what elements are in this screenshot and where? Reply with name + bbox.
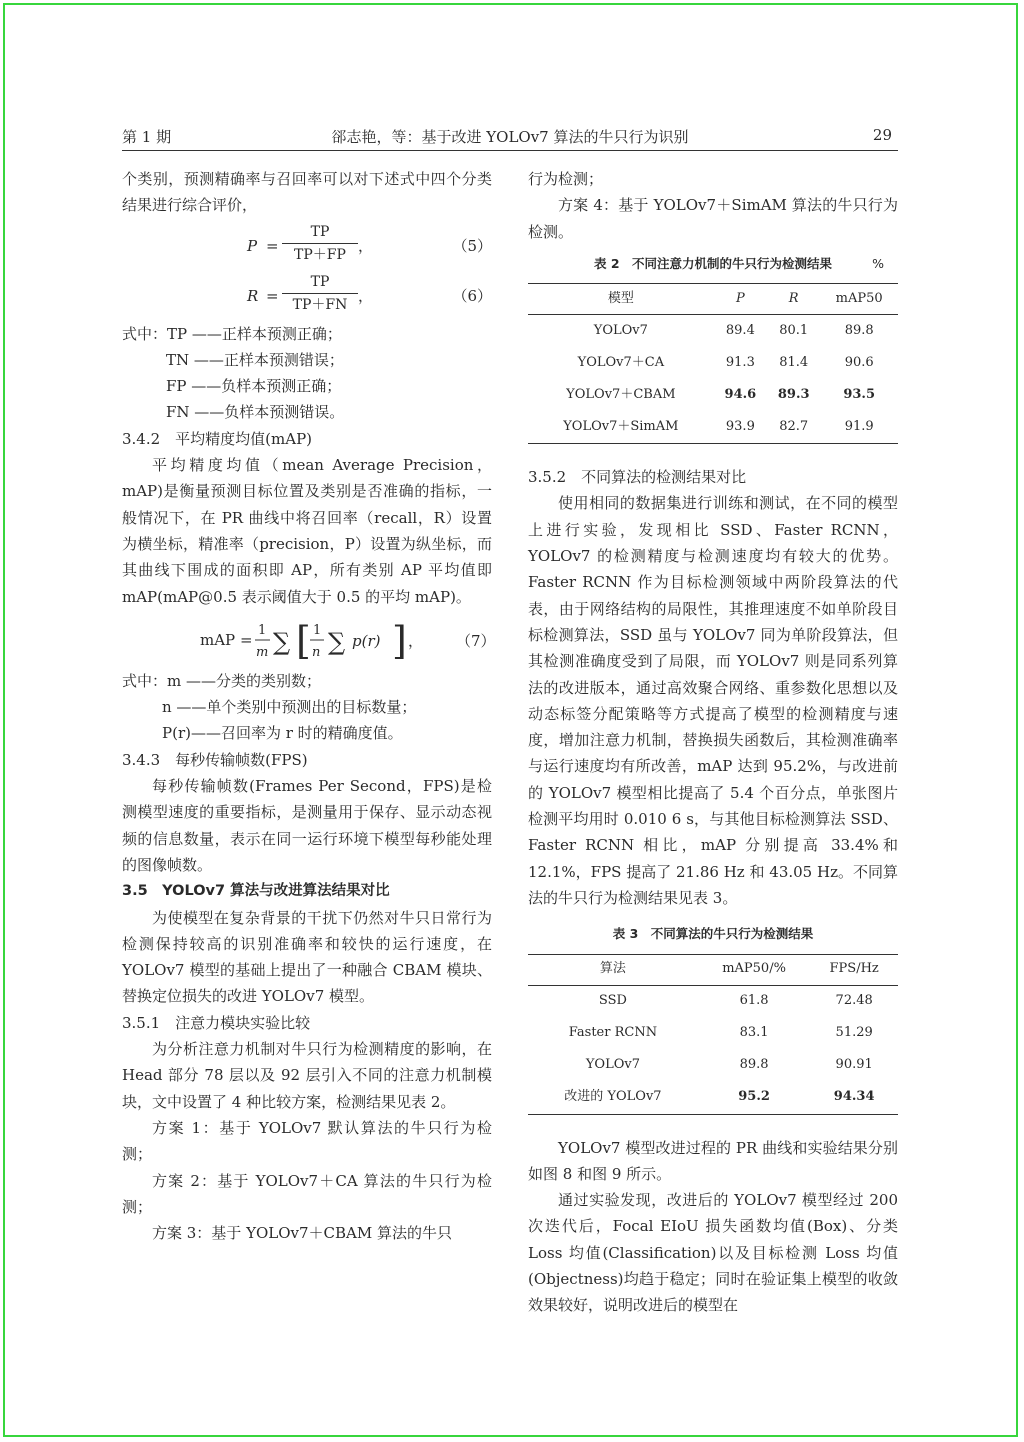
- equation-number: （6）: [452, 286, 492, 305]
- definition-line: 式中：m ——分类的类别数；: [122, 671, 321, 690]
- article-title-header: 郤志艳，等：基于改进 YOLOv7 算法的牛只行为识别: [331, 128, 689, 146]
- table-row: [528, 985, 898, 1018]
- equation-5: [122, 221, 492, 269]
- table-row: [528, 315, 898, 348]
- table-2: [528, 283, 898, 444]
- fraction: [282, 221, 358, 266]
- section-heading: 3.4.2 平均精度均值(mAP): [122, 429, 313, 448]
- paragraph: 为分析注意力机制对牛只行为检测精度的影响，在 Head 部分 78 层以及 92 层引入不同的注意力机制模块，文中设置了 4 种比较方案，检测结果见表 2。: [122, 1040, 492, 1111]
- comma: ，: [358, 236, 374, 255]
- scheme-item: 方案 1：基于 YOLOv7 默认算法的牛只行为检测；: [122, 1118, 492, 1164]
- paragraph: 为使模型在复杂背景的干扰下仍然对牛只日常行为检测保持较高的识别准确率和较快的运行速度，在 YOLOv7 模型的基础上提出了一种融合 CBAM 模块、替换定位损失的改进 YOLOv7 模型。: [122, 908, 492, 1006]
- numerator: TP: [282, 271, 358, 294]
- left-bracket: [: [296, 618, 311, 663]
- paragraph: 个类别，预测精确率与召回率可以对下述式中四个分类结果进行综合评价，: [122, 170, 492, 215]
- comma: ，: [358, 286, 374, 305]
- caption-unit: %: [872, 255, 884, 271]
- column-header: mAP50/%: [722, 961, 786, 977]
- scheme-item: 方案 4：基于 YOLOv7＋SimAM 算法的牛只行为检测。: [528, 196, 898, 241]
- paragraph: 通过实验发现，改进后的 YOLOv7 模型经过 200 次迭代后，Focal EIoU 损失函数均值(Box)、分类 Loss 均值(Classification)以及目标检测 Loss 均值(Objectness)均趋于稳定；同时在验证集上模型的收敛效果较好，说明改进后的模型在: [528, 1191, 898, 1315]
- column-header: mAP50: [835, 291, 883, 307]
- paragraph: 每秒传输帧数(Frames Per Second，FPS)是检测模型速度的重要指标，是测量用于保存、显示动态视频的信息数量，表示在同一运行环境下模型每秒能处理的图像帧数。: [122, 777, 492, 874]
- definition-line: TN ——正样本预测错误；: [166, 350, 344, 369]
- definition-line: FP ——负样本预测正确；: [166, 377, 342, 396]
- right-column: [528, 166, 898, 1319]
- table-row: [528, 1018, 898, 1050]
- caption-text: 表 3 不同算法的牛只行为检测结果: [612, 926, 814, 942]
- equation-number: （5）: [452, 236, 492, 255]
- equation-7-graphic: [122, 612, 492, 666]
- page-number: 29: [872, 126, 892, 144]
- definition-line: n ——单个类别中预测出的目标数量；: [162, 698, 417, 717]
- table-header-row: [528, 284, 898, 315]
- table-row: [528, 1050, 898, 1082]
- equation-lhs: R: [247, 286, 259, 305]
- table-cell: 91.3: [725, 355, 755, 371]
- denominator: m: [256, 644, 269, 660]
- table-cell: YOLOv7: [585, 1057, 640, 1073]
- scheme-item: 方案 3：基于 YOLOv7＋CBAM 算法的牛只: [152, 1224, 453, 1243]
- column-header: R: [788, 291, 799, 307]
- paragraph: 使用相同的数据集进行训练和测试，在不同的模型上进行实验，发现相比 SSD、Faster RCNN，YOLOv7 的检测精度与检测速度均有较大的优势。Faster RCNN 作为目标检测领域中两阶段算法的代表，由于网络结构的局限性，其推理速度不如单阶段目标检测算法，SSD 虽与 YOLOv7 同为单阶段算法，但其检测准确度受到了局限，而 YOLOv7 则是同系列算法的改进版本，通过高效聚合网络、重参数化思想以及动态标签分配策略等方式提高了模型的检测精度与速度，增加注意力机制，替换损失函数后，其检测准确率与运行速度均有所改善，mAP 达到 95.2%，与改进前的 YOLOv7 模型相比提高了 5.4 个百分点，单张图片检测平均用时 0.010 6 s，与其他目标检测算法 SSD、Faster RCNN 相比，mAP 分别提高 33.4%和 12.1%，FPS 提高了 21.86 Hz 和 43.05 Hz。不同算法的牛只行为检测结果见表 3。: [528, 494, 898, 907]
- table-cell: YOLOv7: [593, 323, 648, 339]
- paragraph: 平均精度均值（mean Average Precision，mAP)是衡量预测目标位置及类别是否准确的指标，一般情况下，在 PR 曲线中将召回率（recall，R）设置为横坐标，精准率（precision，P）设置为纵坐标，而其曲线下围成的面积即 AP，所有类别 AP 平均值即 mAP(mAP@0.5 表示阈值大于 0.5 的平均 mAP)。: [122, 456, 492, 606]
- column-header: FPS/Hz: [829, 961, 879, 977]
- caption-text: 表 2 不同注意力机制的牛只行为检测结果: [593, 255, 833, 271]
- denominator: TP＋FN: [292, 296, 348, 313]
- table-header-row: [528, 954, 898, 985]
- column-header: 模型: [607, 291, 634, 307]
- table-cell: 94.6: [724, 387, 757, 403]
- table-row: [528, 379, 898, 411]
- definition-line: P(r)——召回率为 r 时的精确度值。: [162, 724, 403, 743]
- table-row: [528, 347, 898, 379]
- column-header: 算法: [599, 961, 626, 977]
- table-cell: 72.48: [835, 993, 873, 1009]
- table-cell: 90.91: [835, 1057, 873, 1073]
- paragraph: 行为检测；: [528, 170, 604, 188]
- sum-symbol: ∑: [328, 627, 346, 656]
- numerator: TP: [282, 221, 358, 244]
- denominator: TP＋FP: [294, 246, 346, 263]
- paragraph: YOLOv7 模型改进过程的 PR 曲线和实验结果分别如图 8 和图 9 所示。: [528, 1138, 898, 1183]
- table-cell: 51.29: [835, 1025, 873, 1041]
- numerator: 1: [313, 622, 322, 638]
- equation-6: [122, 271, 492, 319]
- summand: p(r): [352, 631, 381, 650]
- table-cell: Faster RCNN: [568, 1025, 658, 1041]
- table-cell: 89.8: [739, 1057, 769, 1073]
- table-cell: YOLOv7＋SimAM: [563, 419, 679, 435]
- equation-number: （7）: [456, 631, 492, 650]
- numerator: 1: [258, 622, 267, 638]
- equals-sign: =: [266, 286, 279, 305]
- table-cell: 89.4: [725, 323, 755, 339]
- denominator: n: [312, 644, 321, 660]
- table-row: [528, 1082, 898, 1115]
- table-cell: 82.7: [779, 419, 809, 435]
- table-cell: YOLOv7＋CBAM: [566, 387, 676, 403]
- table-cell: 61.8: [739, 993, 769, 1009]
- comma: ，: [408, 631, 424, 650]
- table-cell: 89.8: [844, 323, 874, 339]
- table-3: [528, 954, 898, 1115]
- section-heading-bold: 3.5 YOLOv7 算法与改进算法结果对比: [122, 883, 390, 900]
- equation-lhs: mAP: [200, 630, 236, 649]
- table-cell: 94.34: [833, 1089, 875, 1105]
- running-header: [122, 124, 898, 151]
- table-cell: 改进的 YOLOv7: [564, 1089, 662, 1105]
- equation-7: [122, 612, 492, 666]
- table-cell: 81.4: [779, 355, 809, 371]
- right-bracket: ]: [392, 618, 407, 663]
- table-cell: 93.9: [725, 419, 755, 435]
- table-3-caption: [528, 921, 898, 947]
- definition-line: FN ——负样本预测错误。: [166, 403, 345, 422]
- fraction: [282, 271, 358, 316]
- table-cell: 93.5: [843, 387, 876, 403]
- table-cell: 83.1: [739, 1025, 769, 1041]
- section-heading: 3.5.1 注意力模块实验比较: [122, 1013, 311, 1032]
- table-cell: 89.3: [777, 387, 810, 403]
- table-cell: SSD: [598, 993, 627, 1009]
- table-cell: YOLOv7＋CA: [577, 355, 665, 371]
- section-heading: 3.4.3 每秒传输帧数(FPS): [122, 750, 308, 769]
- left-column: [122, 166, 492, 1246]
- table-cell: 91.9: [844, 419, 874, 435]
- scheme-item: 方案 2：基于 YOLOv7＋CA 算法的牛只行为检测；: [122, 1171, 492, 1216]
- table-cell: 95.2: [738, 1089, 770, 1105]
- sum-symbol: ∑: [273, 627, 291, 656]
- equation-lhs: P: [247, 236, 258, 255]
- definition-line: 式中：TP ——正样本预测正确；: [122, 324, 342, 343]
- table-2-caption: [528, 251, 898, 277]
- equals-sign: =: [266, 236, 279, 255]
- equals-sign: =: [240, 630, 253, 649]
- table-cell: 80.1: [779, 323, 809, 339]
- section-heading: 3.5.2 不同算法的检测结果对比: [528, 468, 747, 487]
- table-row: [528, 411, 898, 444]
- table-cell: 90.6: [844, 355, 874, 371]
- issue-label: 第 1 期: [122, 128, 172, 146]
- column-header: P: [735, 291, 745, 307]
